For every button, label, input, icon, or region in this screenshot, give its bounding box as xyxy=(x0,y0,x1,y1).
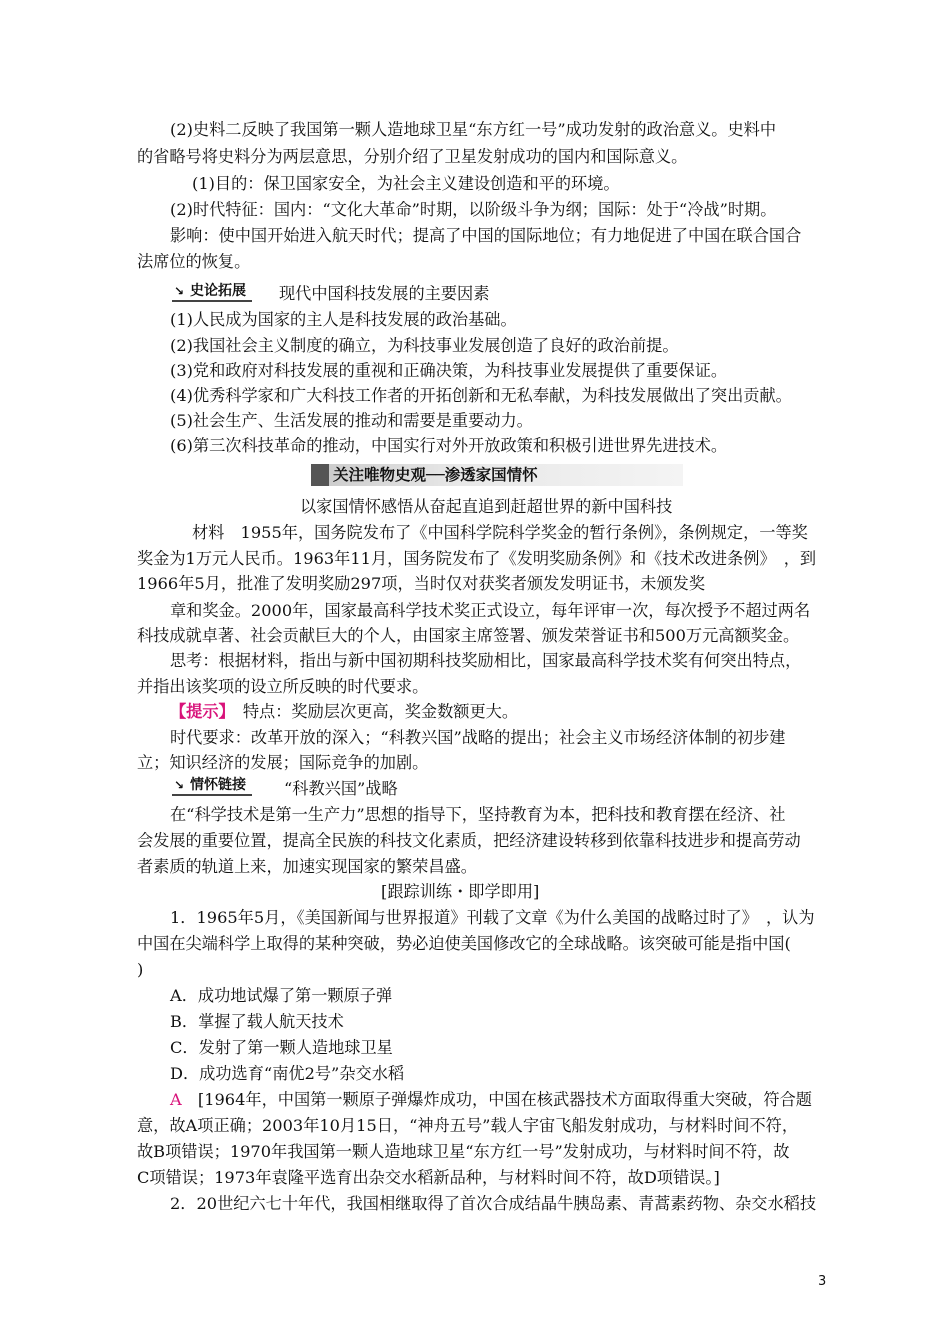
material-line: 材料 1955年，国务院发布了《中国科学院科学奖金的暂行条例》，条例规定，一等奖 xyxy=(192,523,808,542)
list-item: (5)社会生产、生活发展的推动和需要是重要动力。 xyxy=(170,411,533,430)
answer-line: C项错误；1973年袁隆平选育出杂交水稻新品种，与材料时间不符，故D项错误。] xyxy=(137,1168,720,1187)
option-a: A．成功地试爆了第一颗原子弹 xyxy=(170,986,393,1005)
list-item: (6)第三次科技革命的推动，中国实行对外开放政策和积极引进世界先进技术。 xyxy=(170,436,728,455)
arrow-icon: ↘ xyxy=(174,778,185,792)
material-line: 科技成就卓著、社会贡献巨大的个人，由国家主席签署、颁发荣誉证书和500万元高额奖金。 xyxy=(137,626,800,645)
paragraph-line: (2)史料二反映了我国第一颗人造地球卫星“东方红一号”成功发射的政治意义。史料中 xyxy=(170,120,777,139)
option-b: B．掌握了载人航天技术 xyxy=(170,1012,344,1031)
material-line: 奖金为1万元人民币。1963年11月，国务院发布了《发明奖励条例》和《技术改进条例》 ，到 xyxy=(137,549,817,568)
qinghuai-tag xyxy=(172,776,252,796)
qinghuai-tag-label: 情怀链接 xyxy=(190,777,246,793)
list-item: (2)我国社会主义制度的确立，为科技事业发展创造了良好的政治前提。 xyxy=(170,336,679,355)
paragraph-line: (2)时代特征：国内：“文化大革命”时期，以阶级斗争为纲；国际：处于“冷战”时期。 xyxy=(170,200,777,219)
subtitle: 以家国情怀感悟从奋起直追到赶超世界的新中国科技 xyxy=(300,497,673,516)
paragraph-line: 的省略号将史料分为两层意思，分别介绍了卫星发射成功的国内和国际意义。 xyxy=(137,147,688,166)
page-number: 3 xyxy=(818,1274,827,1289)
question-line: 1．1965年5月，《美国新闻与世界报道》刊载了文章《为什么美国的战略过时了》 ，认为 xyxy=(170,908,815,927)
option-d: D．成功选育“南优2号”杂交水稻 xyxy=(170,1064,405,1083)
material-line: 1966年5月，批准了发明奖励297项，当时仅对获奖者颁发发明证书，未颁发奖 xyxy=(137,574,706,593)
think-line: 并指出该奖项的设立所反映的时代要求。 xyxy=(137,677,429,696)
answer-line: 意，故A项正确；2003年10月15日，“神舟五号”载人宇宙飞船发射成功，与材料时间不符， xyxy=(137,1116,799,1135)
hint-text: 特点：奖励层次更高，奖金数额更大。 xyxy=(226,702,519,721)
answer-line: 故B项错误；1970年我国第一颗人造地球卫星“东方红一号”发射成功，与材料时间不符，故 xyxy=(137,1142,790,1161)
shilun-tag xyxy=(172,282,252,302)
list-item: (3)党和政府对科技发展的重视和正确决策，为科技事业发展提供了重要保证。 xyxy=(170,361,728,380)
answer-text: [1964年，中国第一颗原子弹爆炸成功，中国在核武器技术方面取得重大突破，符合题 xyxy=(181,1090,812,1109)
shilun-tag-label: 史论拓展 xyxy=(190,283,246,299)
answer-letter: A xyxy=(170,1090,182,1109)
era-line: 立；知识经济的发展；国际竞争的加剧。 xyxy=(137,753,429,772)
paragraph-line: 在“科学技术是第一生产力”思想的指导下，坚持教育为本，把科技和教育摆在经济、社 xyxy=(170,805,786,824)
question-line: 中国在尖端科学上取得的某种突破，势必迫使美国修改它的全球战略。该突破可能是指中国( xyxy=(137,934,791,953)
question-line: 2．20世纪六七十年代，我国相继取得了首次合成结晶牛胰岛素、青蒿素药物、杂交水稻技 xyxy=(170,1194,817,1213)
hint-label: 【提示】 xyxy=(170,702,227,721)
question-line: ) xyxy=(137,960,144,979)
list-item: (1)人民成为国家的主人是科技发展的政治基础。 xyxy=(170,310,517,329)
paragraph-line: 会发展的重要位置，提高全民族的科技文化素质，把经济建设转移到依靠科技进步和提高劳动 xyxy=(137,831,801,850)
list-item: (4)优秀科学家和广大科技工作者的开拓创新和无私奉献，为科技发展做出了突出贡献。 xyxy=(170,386,792,405)
paragraph-line: 者素质的轨道上来，加速实现国家的繁荣昌盛。 xyxy=(137,857,477,876)
think-line: 思考：根据材料，指出与新中国初期科技奖励相比，国家最高科学技术奖有何突出特点， xyxy=(170,651,802,670)
banner-block-icon xyxy=(311,464,329,486)
arrow-icon: ↘ xyxy=(174,284,185,298)
hint-line xyxy=(170,700,518,724)
paragraph-line: (1)目的：保卫国家安全，为社会主义建设创造和平的环境。 xyxy=(192,174,620,193)
practice-heading: [跟踪训练・即学即用] xyxy=(381,882,540,901)
option-c: C．发射了第一颗人造地球卫星 xyxy=(170,1038,393,1057)
era-line: 时代要求：改革开放的深入；“科教兴国”战略的提出；社会主义市场经济体制的初步建 xyxy=(170,728,786,747)
shilun-title: 现代中国科技发展的主要因素 xyxy=(279,284,490,303)
paragraph-line: 影响：使中国开始进入航天时代；提高了中国的国际地位；有力地促进了中国在联合国合 xyxy=(170,226,802,245)
section-banner xyxy=(311,464,683,486)
qinghuai-title: “科教兴国”战略 xyxy=(284,779,398,798)
paragraph-line: 法席位的恢复。 xyxy=(137,252,251,271)
material-line: 章和奖金。2000年，国家最高科学技术奖正式设立，每年评审一次，每次授予不超过两名 xyxy=(170,601,811,620)
answer-line xyxy=(170,1088,812,1112)
banner-title: 关注唯物史观──渗透家国情怀 xyxy=(333,466,538,484)
